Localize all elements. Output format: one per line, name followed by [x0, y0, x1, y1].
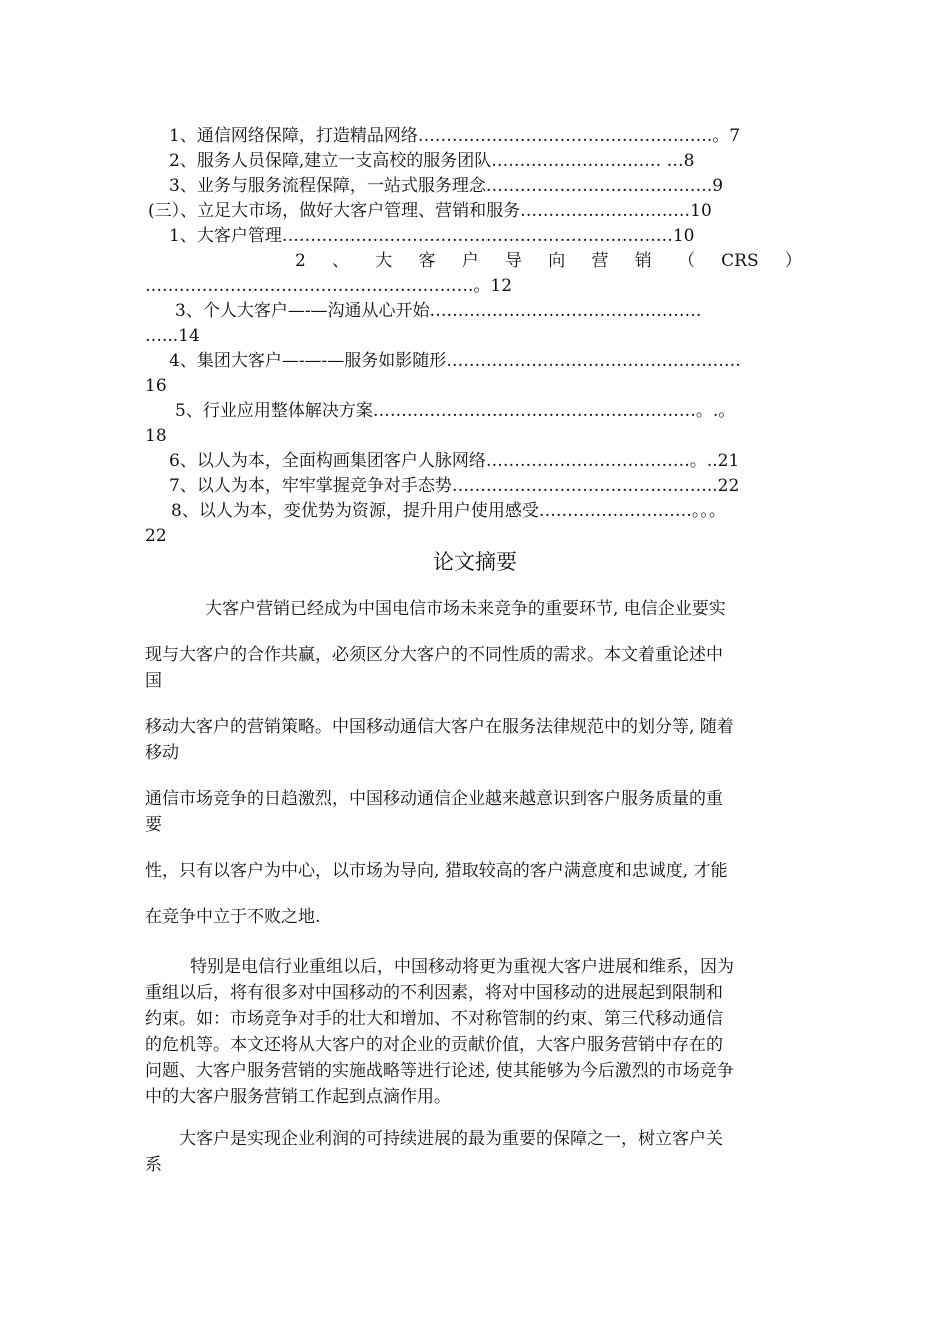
abstract-paragraph-1-cont	[145, 786, 805, 838]
toc-spread-char: 大	[375, 251, 393, 271]
toc-entry: 6、以人为本，全面构画集团客户人脉网络………………………………。..21	[169, 451, 740, 471]
toc-spread-char: CRS	[721, 251, 759, 271]
paragraph-line: 特别是电信行业重组以后，中国移动将更为重视大客户进展和维系，因为	[190, 957, 734, 977]
paragraph-line: 在竞争中立于不败之地.	[145, 907, 321, 927]
abstract-paragraph-1	[145, 596, 805, 622]
toc-entry: 8、以人为本，变优势为资源，提升用户使用感受………………………。。。	[171, 501, 726, 521]
toc-spread-char: 导	[505, 251, 522, 271]
toc-entry: (三）、立足大市场，做好大客户管理、营销和服务…………………………10	[148, 201, 712, 221]
paragraph-line: 通信市场竞争的日趋激烈，中国移动通信企业越来越意识到客户服务质量的重	[145, 789, 723, 809]
toc-spread-char: 户	[461, 251, 479, 271]
paragraph-line: 系	[145, 1155, 162, 1175]
paragraph-line: 国	[145, 671, 162, 691]
abstract-paragraph-2	[145, 954, 805, 1110]
paragraph-line: 性，只有以客户为中心，以市场为导向, 猎取较高的客户满意度和忠诚度, 才能	[145, 861, 728, 881]
toc-spread-char: 向	[548, 251, 566, 271]
toc-spread-char: 2	[295, 251, 306, 271]
toc-entry: 1、通信网络保障，打造精品网络…………………………………………….。7	[169, 126, 741, 146]
toc-entry: 3、个人大客户—-—沟通从心开始…………………………………………	[175, 301, 702, 321]
toc-spread-char: （	[677, 251, 695, 271]
paragraph-line: 大客户营销已经成为中国电信市场未来竞争的重要环节, 电信企业要实	[205, 599, 726, 619]
paragraph-line: 的危机等。本文还将从大客户的对企业的贡献价值，大客户服务营销中存在的	[145, 1035, 723, 1055]
toc-entry: 1、大客户管理……………………………………………………………10	[169, 226, 695, 246]
table-of-contents	[145, 124, 810, 549]
paragraph-line: 约束。如：市场竞争对手的壮大和增加、不对称管制的约束、第三代移动通信	[145, 1009, 723, 1029]
toc-entry: 3、业务与服务流程保障，一站式服务理念………………………………….9	[169, 176, 724, 196]
toc-entry-spread	[145, 249, 810, 274]
toc-entry-continuation: …...14	[145, 326, 200, 346]
abstract-title: 论文摘要	[433, 550, 517, 574]
toc-spread-char: 营	[591, 251, 609, 271]
toc-entry-continuation: 16	[145, 376, 167, 396]
toc-spread-char: ）	[784, 251, 802, 271]
paragraph-line: 大客户是实现企业利润的可持续进展的最为重要的保障之一，树立客户关	[179, 1129, 723, 1149]
paragraph-line: 重组以后，将有很多对中国移动的不利因素，将对中国移动的进展起到限制和	[145, 983, 723, 1003]
abstract-paragraph-1-cont	[145, 858, 805, 884]
paragraph-line: 中的大客户服务营销工作起到点滴作用。	[145, 1087, 451, 1107]
toc-spread-char: 客	[418, 251, 436, 271]
toc-entry-continuation: 18	[145, 426, 167, 446]
toc-entry: 7、以人为本，牢牢掌握竞争对手态势………………………………………..22	[169, 476, 740, 496]
toc-entry: 4、集团大客户—-—-—服务如影随形…………………………………………….	[169, 351, 741, 371]
paragraph-line: 移动大客户的营销策略。中国移动通信大客户在服务法律规范中的划分等, 随着	[145, 717, 734, 737]
paragraph-line: 现与大客户的合作共赢，必须区分大客户的不同性质的需求。本文着重论述中	[145, 645, 723, 665]
abstract-paragraph-1-cont	[145, 714, 805, 766]
toc-spread-char: 、	[332, 251, 350, 271]
toc-entry-continuation: ………………………………………………….。12	[145, 276, 513, 296]
paragraph-line: 要	[145, 815, 162, 835]
abstract-paragraph-1-cont	[145, 642, 805, 694]
paragraph-line: 移动	[145, 743, 179, 763]
abstract-paragraph-1-cont	[145, 904, 805, 930]
abstract-paragraph-3	[145, 1126, 805, 1178]
toc-entry: 5、行业应用整体解决方案…………………………………………………。.。	[175, 401, 736, 421]
toc-spread-char: 销	[634, 251, 652, 271]
toc-entry: 2、服务人员保障,建立一支高校的服务团队………………………… …8	[169, 151, 695, 171]
toc-entry-continuation: 22	[145, 526, 167, 546]
paragraph-line: 问题、大客户服务营销的实施战略等进行论述, 使其能够为今后激烈的市场竞争	[145, 1061, 734, 1081]
